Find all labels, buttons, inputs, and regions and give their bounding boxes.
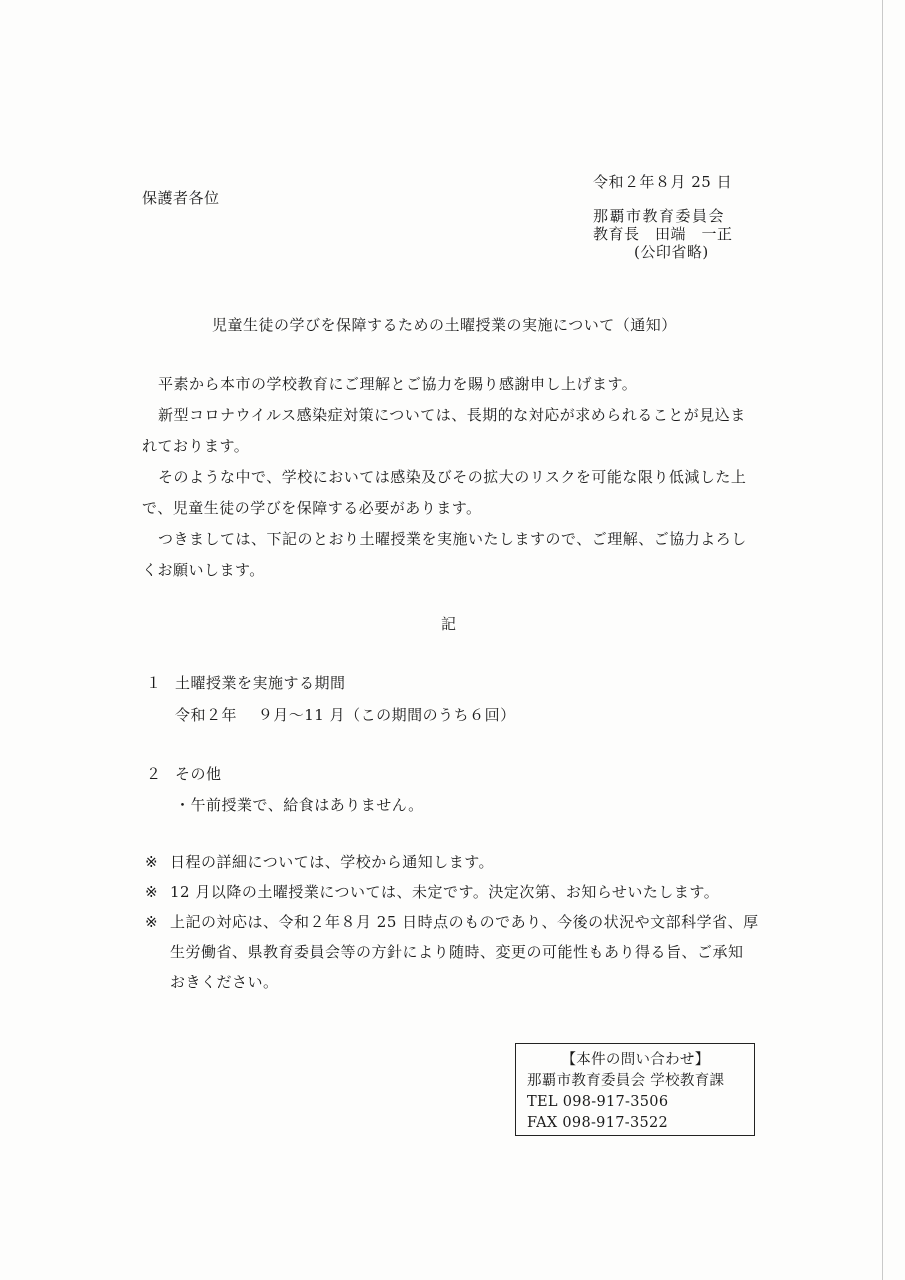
- recipient: 保護者各位: [142, 189, 220, 207]
- sender-name: 教育長 田端 一正: [593, 225, 733, 243]
- inquiry-title: 【本件の問い合わせ】: [561, 1052, 710, 1068]
- page-edge-line: [882, 0, 883, 1280]
- item-1-detail: 令和２年 ９月〜11 月（この期間のうち６回）: [175, 706, 516, 724]
- item-2-number: ２: [146, 765, 162, 783]
- inquiry-box: [515, 1043, 755, 1136]
- note-3-line-1: 上記の対応は、令和２年８月 25 日時点のものであり、今後の状況や文部科学省、厚: [170, 913, 759, 931]
- item-2-detail: ・午前授業で、給食はありません。: [175, 796, 424, 814]
- body-paragraph-1: 平素から本市の学校教育にご理解とご協力を賜り感謝申し上げます。: [158, 375, 638, 393]
- document-date: 令和２年８月 25 日: [593, 173, 733, 191]
- item-2-label: その他: [175, 765, 222, 783]
- inquiry-fax: FAX 098-917-3522: [527, 1115, 669, 1131]
- body-paragraph-4-line-2: くお願いします。: [142, 561, 265, 579]
- note-3-line-2: 生労働省、県教育委員会等の方針により随時、変更の可能性もあり得る旨、ご承知: [170, 943, 744, 961]
- inquiry-tel: TEL 098-917-3506: [527, 1094, 669, 1110]
- note-2-text: 12 月以降の土曜授業については、未定です。決定次第、お知らせいたします。: [170, 883, 720, 901]
- inquiry-organization: 那覇市教育委員会 学校教育課: [527, 1073, 725, 1089]
- sender-organization: 那覇市教育委員会: [593, 207, 726, 225]
- note-1-mark: ※: [145, 853, 159, 871]
- ki-heading: 記: [441, 615, 457, 633]
- document-title: 児童生徒の学びを保障するための土曜授業の実施について（通知）: [212, 316, 677, 334]
- note-2-mark: ※: [145, 883, 159, 901]
- note-3-mark: ※: [145, 913, 159, 931]
- item-1-label: 土曜授業を実施する期間: [175, 674, 346, 692]
- seal-note: (公印省略): [634, 243, 709, 261]
- item-1-number: １: [146, 674, 162, 692]
- body-paragraph-3-line-1: そのような中で、学校においては感染及びその拡大のリスクを可能な限り低減した上: [158, 468, 747, 486]
- note-3-line-3: おきください。: [170, 973, 279, 991]
- body-paragraph-2-line-1: 新型コロナウイルス感染症対策については、長期的な対応が求められることが見込ま: [158, 406, 746, 424]
- note-1-text: 日程の詳細については、学校から通知します。: [170, 853, 495, 871]
- body-paragraph-2-line-2: れております。: [142, 437, 250, 455]
- body-paragraph-3-line-2: で、児童生徒の学びを保障する必要があります。: [142, 499, 482, 517]
- body-paragraph-4-line-1: つきましては、下記のとおり土曜授業を実施いたしますので、ご理解、ご協力よろし: [158, 530, 747, 548]
